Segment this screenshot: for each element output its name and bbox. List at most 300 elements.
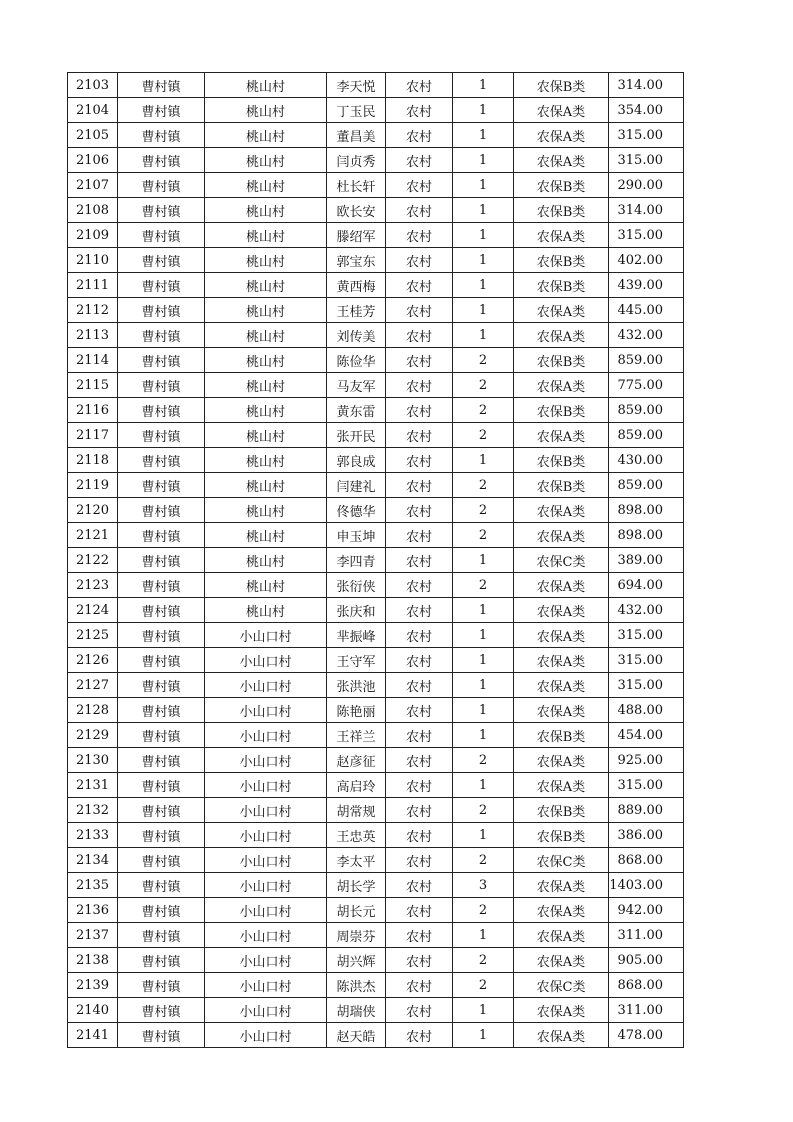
amount-cell: 868.00 (609, 973, 684, 998)
table-row (68, 648, 684, 673)
name-cell: 胡常规 (327, 798, 386, 823)
row-number-cell: 2105 (68, 123, 118, 148)
town-cell: 曹村镇 (118, 148, 205, 173)
town-cell: 曹村镇 (118, 798, 205, 823)
table-row (68, 173, 684, 198)
amount-cell: 942.00 (609, 898, 684, 923)
town-cell: 曹村镇 (118, 648, 205, 673)
row-number-cell: 2121 (68, 523, 118, 548)
village-cell: 小山口村 (205, 773, 327, 798)
area-type-cell: 农村 (386, 498, 453, 523)
row-number-cell: 2136 (68, 898, 118, 923)
village-cell: 桃山村 (205, 398, 327, 423)
town-cell: 曹村镇 (118, 723, 205, 748)
area-type-cell: 农村 (386, 473, 453, 498)
village-cell: 桃山村 (205, 323, 327, 348)
name-cell: 王守军 (327, 648, 386, 673)
town-cell: 曹村镇 (118, 873, 205, 898)
village-cell: 桃山村 (205, 248, 327, 273)
household-size-cell: 1 (453, 648, 514, 673)
row-number-cell: 2140 (68, 998, 118, 1023)
name-cell: 胡瑞侠 (327, 998, 386, 1023)
area-type-cell: 农村 (386, 973, 453, 998)
category-cell: 农保A类 (514, 598, 609, 623)
area-type-cell: 农村 (386, 373, 453, 398)
amount-cell: 314.00 (609, 198, 684, 223)
household-size-cell: 1 (453, 223, 514, 248)
household-size-cell: 1 (453, 173, 514, 198)
table-row (68, 398, 684, 423)
amount-cell: 898.00 (609, 498, 684, 523)
table-row (68, 748, 684, 773)
table-row (68, 798, 684, 823)
category-cell: 农保A类 (514, 148, 609, 173)
amount-cell: 859.00 (609, 423, 684, 448)
area-type-cell: 农村 (386, 448, 453, 473)
table-row (68, 148, 684, 173)
category-cell: 农保B类 (514, 173, 609, 198)
household-size-cell: 2 (453, 748, 514, 773)
town-cell: 曹村镇 (118, 523, 205, 548)
category-cell: 农保A类 (514, 648, 609, 673)
village-cell: 小山口村 (205, 623, 327, 648)
category-cell: 农保A类 (514, 1023, 609, 1048)
name-cell: 滕绍军 (327, 223, 386, 248)
name-cell: 闫建礼 (327, 473, 386, 498)
town-cell: 曹村镇 (118, 923, 205, 948)
amount-cell: 315.00 (609, 673, 684, 698)
name-cell: 杜长轩 (327, 173, 386, 198)
name-cell: 刘传美 (327, 323, 386, 348)
area-type-cell: 农村 (386, 348, 453, 373)
name-cell: 芈振峰 (327, 623, 386, 648)
village-cell: 小山口村 (205, 923, 327, 948)
row-number-cell: 2130 (68, 748, 118, 773)
area-type-cell: 农村 (386, 248, 453, 273)
village-cell: 小山口村 (205, 748, 327, 773)
table-row (68, 223, 684, 248)
amount-cell: 488.00 (609, 698, 684, 723)
amount-cell: 314.00 (609, 73, 684, 98)
row-number-cell: 2114 (68, 348, 118, 373)
area-type-cell: 农村 (386, 123, 453, 148)
amount-cell: 432.00 (609, 598, 684, 623)
household-size-cell: 1 (453, 123, 514, 148)
row-number-cell: 2135 (68, 873, 118, 898)
row-number-cell: 2107 (68, 173, 118, 198)
amount-cell: 478.00 (609, 1023, 684, 1048)
category-cell: 农保B类 (514, 273, 609, 298)
name-cell: 赵彦征 (327, 748, 386, 773)
household-size-cell: 1 (453, 273, 514, 298)
area-type-cell: 农村 (386, 223, 453, 248)
area-type-cell: 农村 (386, 898, 453, 923)
row-number-cell: 2141 (68, 1023, 118, 1048)
row-number-cell: 2129 (68, 723, 118, 748)
table-row (68, 123, 684, 148)
household-size-cell: 1 (453, 773, 514, 798)
category-cell: 农保B类 (514, 73, 609, 98)
table-row (68, 98, 684, 123)
area-type-cell: 农村 (386, 698, 453, 723)
area-type-cell: 农村 (386, 273, 453, 298)
household-size-cell: 1 (453, 298, 514, 323)
row-number-cell: 2128 (68, 698, 118, 723)
table-row (68, 473, 684, 498)
area-type-cell: 农村 (386, 598, 453, 623)
name-cell: 张衍侠 (327, 573, 386, 598)
household-size-cell: 1 (453, 698, 514, 723)
amount-cell: 315.00 (609, 123, 684, 148)
name-cell: 张洪池 (327, 673, 386, 698)
village-cell: 桃山村 (205, 473, 327, 498)
category-cell: 农保A类 (514, 898, 609, 923)
table-row (68, 448, 684, 473)
table-row (68, 1023, 684, 1048)
name-cell: 陈俭华 (327, 348, 386, 373)
household-size-cell: 1 (453, 673, 514, 698)
town-cell: 曹村镇 (118, 223, 205, 248)
row-number-cell: 2104 (68, 98, 118, 123)
category-cell: 农保A类 (514, 923, 609, 948)
town-cell: 曹村镇 (118, 498, 205, 523)
row-number-cell: 2131 (68, 773, 118, 798)
town-cell: 曹村镇 (118, 348, 205, 373)
village-cell: 桃山村 (205, 98, 327, 123)
area-type-cell: 农村 (386, 723, 453, 748)
row-number-cell: 2124 (68, 598, 118, 623)
name-cell: 高启玲 (327, 773, 386, 798)
area-type-cell: 农村 (386, 948, 453, 973)
village-cell: 桃山村 (205, 198, 327, 223)
village-cell: 小山口村 (205, 873, 327, 898)
table-row (68, 73, 684, 98)
amount-cell: 439.00 (609, 273, 684, 298)
area-type-cell: 农村 (386, 573, 453, 598)
household-size-cell: 1 (453, 923, 514, 948)
name-cell: 郭良成 (327, 448, 386, 473)
amount-cell: 354.00 (609, 98, 684, 123)
town-cell: 曹村镇 (118, 398, 205, 423)
table-row (68, 523, 684, 548)
row-number-cell: 2132 (68, 798, 118, 823)
amount-cell: 859.00 (609, 398, 684, 423)
row-number-cell: 2125 (68, 623, 118, 648)
area-type-cell: 农村 (386, 823, 453, 848)
amount-cell: 925.00 (609, 748, 684, 773)
category-cell: 农保A类 (514, 498, 609, 523)
category-cell: 农保B类 (514, 723, 609, 748)
town-cell: 曹村镇 (118, 98, 205, 123)
row-number-cell: 2138 (68, 948, 118, 973)
area-type-cell: 农村 (386, 198, 453, 223)
name-cell: 李四青 (327, 548, 386, 573)
area-type-cell: 农村 (386, 748, 453, 773)
table-row (68, 198, 684, 223)
village-cell: 小山口村 (205, 998, 327, 1023)
table-row (68, 298, 684, 323)
name-cell: 王祥兰 (327, 723, 386, 748)
town-cell: 曹村镇 (118, 898, 205, 923)
name-cell: 胡兴辉 (327, 948, 386, 973)
name-cell: 黄东雷 (327, 398, 386, 423)
row-number-cell: 2119 (68, 473, 118, 498)
name-cell: 马友军 (327, 373, 386, 398)
category-cell: 农保B类 (514, 348, 609, 373)
area-type-cell: 农村 (386, 323, 453, 348)
name-cell: 胡长元 (327, 898, 386, 923)
village-cell: 桃山村 (205, 598, 327, 623)
row-number-cell: 2133 (68, 823, 118, 848)
town-cell: 曹村镇 (118, 773, 205, 798)
name-cell: 王忠英 (327, 823, 386, 848)
area-type-cell: 农村 (386, 798, 453, 823)
town-cell: 曹村镇 (118, 548, 205, 573)
row-number-cell: 2109 (68, 223, 118, 248)
name-cell: 李天悦 (327, 73, 386, 98)
table-row (68, 973, 684, 998)
table-row (68, 348, 684, 373)
town-cell: 曹村镇 (118, 448, 205, 473)
row-number-cell: 2117 (68, 423, 118, 448)
table-row (68, 573, 684, 598)
amount-cell: 694.00 (609, 573, 684, 598)
category-cell: 农保A类 (514, 123, 609, 148)
amount-cell: 445.00 (609, 298, 684, 323)
category-cell: 农保A类 (514, 523, 609, 548)
village-cell: 小山口村 (205, 798, 327, 823)
village-cell: 桃山村 (205, 298, 327, 323)
amount-cell: 402.00 (609, 248, 684, 273)
row-number-cell: 2127 (68, 673, 118, 698)
village-cell: 小山口村 (205, 698, 327, 723)
village-cell: 桃山村 (205, 348, 327, 373)
row-number-cell: 2103 (68, 73, 118, 98)
name-cell: 佟德华 (327, 498, 386, 523)
area-type-cell: 农村 (386, 73, 453, 98)
category-cell: 农保A类 (514, 573, 609, 598)
town-cell: 曹村镇 (118, 598, 205, 623)
household-size-cell: 1 (453, 98, 514, 123)
area-type-cell: 农村 (386, 548, 453, 573)
roster-table (67, 72, 684, 1048)
household-size-cell: 2 (453, 423, 514, 448)
row-number-cell: 2112 (68, 298, 118, 323)
category-cell: 农保B类 (514, 473, 609, 498)
area-type-cell: 农村 (386, 673, 453, 698)
household-size-cell: 1 (453, 73, 514, 98)
village-cell: 小山口村 (205, 973, 327, 998)
household-size-cell: 1 (453, 548, 514, 573)
village-cell: 小山口村 (205, 648, 327, 673)
category-cell: 农保A类 (514, 323, 609, 348)
name-cell: 黄西梅 (327, 273, 386, 298)
name-cell: 董昌美 (327, 123, 386, 148)
town-cell: 曹村镇 (118, 423, 205, 448)
row-number-cell: 2106 (68, 148, 118, 173)
village-cell: 小山口村 (205, 898, 327, 923)
area-type-cell: 农村 (386, 423, 453, 448)
town-cell: 曹村镇 (118, 823, 205, 848)
town-cell: 曹村镇 (118, 173, 205, 198)
table-row (68, 323, 684, 348)
amount-cell: 315.00 (609, 223, 684, 248)
table-row (68, 823, 684, 848)
town-cell: 曹村镇 (118, 73, 205, 98)
household-size-cell: 2 (453, 798, 514, 823)
village-cell: 桃山村 (205, 73, 327, 98)
amount-cell: 859.00 (609, 348, 684, 373)
household-size-cell: 1 (453, 198, 514, 223)
amount-cell: 889.00 (609, 798, 684, 823)
amount-cell: 454.00 (609, 723, 684, 748)
row-number-cell: 2116 (68, 398, 118, 423)
town-cell: 曹村镇 (118, 123, 205, 148)
table-row (68, 548, 684, 573)
village-cell: 小山口村 (205, 723, 327, 748)
household-size-cell: 1 (453, 823, 514, 848)
area-type-cell: 农村 (386, 523, 453, 548)
area-type-cell: 农村 (386, 873, 453, 898)
category-cell: 农保A类 (514, 623, 609, 648)
village-cell: 桃山村 (205, 173, 327, 198)
town-cell: 曹村镇 (118, 748, 205, 773)
category-cell: 农保A类 (514, 698, 609, 723)
table-row (68, 723, 684, 748)
household-size-cell: 1 (453, 998, 514, 1023)
name-cell: 陈艳丽 (327, 698, 386, 723)
household-size-cell: 1 (453, 598, 514, 623)
row-number-cell: 2123 (68, 573, 118, 598)
amount-cell: 389.00 (609, 548, 684, 573)
town-cell: 曹村镇 (118, 673, 205, 698)
amount-cell: 868.00 (609, 848, 684, 873)
category-cell: 农保A类 (514, 298, 609, 323)
amount-cell: 311.00 (609, 998, 684, 1023)
row-number-cell: 2108 (68, 198, 118, 223)
row-number-cell: 2139 (68, 973, 118, 998)
village-cell: 桃山村 (205, 573, 327, 598)
area-type-cell: 农村 (386, 998, 453, 1023)
table-row (68, 998, 684, 1023)
row-number-cell: 2110 (68, 248, 118, 273)
town-cell: 曹村镇 (118, 373, 205, 398)
category-cell: 农保A类 (514, 673, 609, 698)
table-row (68, 623, 684, 648)
category-cell: 农保C类 (514, 973, 609, 998)
household-size-cell: 1 (453, 323, 514, 348)
name-cell: 王桂芳 (327, 298, 386, 323)
village-cell: 桃山村 (205, 548, 327, 573)
area-type-cell: 农村 (386, 298, 453, 323)
household-size-cell: 2 (453, 523, 514, 548)
category-cell: 农保A类 (514, 873, 609, 898)
town-cell: 曹村镇 (118, 1023, 205, 1048)
household-size-cell: 1 (453, 148, 514, 173)
area-type-cell: 农村 (386, 848, 453, 873)
town-cell: 曹村镇 (118, 298, 205, 323)
row-number-cell: 2118 (68, 448, 118, 473)
amount-cell: 315.00 (609, 648, 684, 673)
amount-cell: 311.00 (609, 923, 684, 948)
row-number-cell: 2137 (68, 923, 118, 948)
household-size-cell: 1 (453, 248, 514, 273)
category-cell: 农保A类 (514, 773, 609, 798)
area-type-cell: 农村 (386, 148, 453, 173)
town-cell: 曹村镇 (118, 473, 205, 498)
row-number-cell: 2126 (68, 648, 118, 673)
category-cell: 农保B类 (514, 248, 609, 273)
table-row (68, 373, 684, 398)
amount-cell: 1403.00 (609, 873, 684, 898)
table-row (68, 673, 684, 698)
household-size-cell: 3 (453, 873, 514, 898)
table-body (68, 73, 684, 1048)
name-cell: 陈洪杰 (327, 973, 386, 998)
village-cell: 桃山村 (205, 523, 327, 548)
village-cell: 桃山村 (205, 123, 327, 148)
household-size-cell: 2 (453, 498, 514, 523)
area-type-cell: 农村 (386, 923, 453, 948)
town-cell: 曹村镇 (118, 998, 205, 1023)
household-size-cell: 2 (453, 348, 514, 373)
household-size-cell: 2 (453, 573, 514, 598)
name-cell: 周崇芬 (327, 923, 386, 948)
table-row (68, 423, 684, 448)
amount-cell: 386.00 (609, 823, 684, 848)
category-cell: 农保A类 (514, 373, 609, 398)
row-number-cell: 2122 (68, 548, 118, 573)
table-row (68, 248, 684, 273)
category-cell: 农保A类 (514, 98, 609, 123)
amount-cell: 859.00 (609, 473, 684, 498)
amount-cell: 432.00 (609, 323, 684, 348)
household-size-cell: 1 (453, 723, 514, 748)
area-type-cell: 农村 (386, 173, 453, 198)
name-cell: 丁玉民 (327, 98, 386, 123)
town-cell: 曹村镇 (118, 273, 205, 298)
town-cell: 曹村镇 (118, 573, 205, 598)
category-cell: 农保C类 (514, 548, 609, 573)
household-size-cell: 2 (453, 973, 514, 998)
household-size-cell: 2 (453, 848, 514, 873)
row-number-cell: 2115 (68, 373, 118, 398)
table-row (68, 948, 684, 973)
village-cell: 桃山村 (205, 448, 327, 473)
name-cell: 李太平 (327, 848, 386, 873)
town-cell: 曹村镇 (118, 973, 205, 998)
category-cell: 农保B类 (514, 198, 609, 223)
village-cell: 桃山村 (205, 273, 327, 298)
village-cell: 小山口村 (205, 948, 327, 973)
household-size-cell: 1 (453, 623, 514, 648)
town-cell: 曹村镇 (118, 323, 205, 348)
category-cell: 农保C类 (514, 848, 609, 873)
row-number-cell: 2120 (68, 498, 118, 523)
table-row (68, 598, 684, 623)
village-cell: 桃山村 (205, 373, 327, 398)
village-cell: 小山口村 (205, 1023, 327, 1048)
town-cell: 曹村镇 (118, 623, 205, 648)
category-cell: 农保B类 (514, 398, 609, 423)
category-cell: 农保B类 (514, 798, 609, 823)
table-row (68, 498, 684, 523)
table-row (68, 273, 684, 298)
amount-cell: 315.00 (609, 148, 684, 173)
area-type-cell: 农村 (386, 1023, 453, 1048)
area-type-cell: 农村 (386, 98, 453, 123)
table-row (68, 923, 684, 948)
